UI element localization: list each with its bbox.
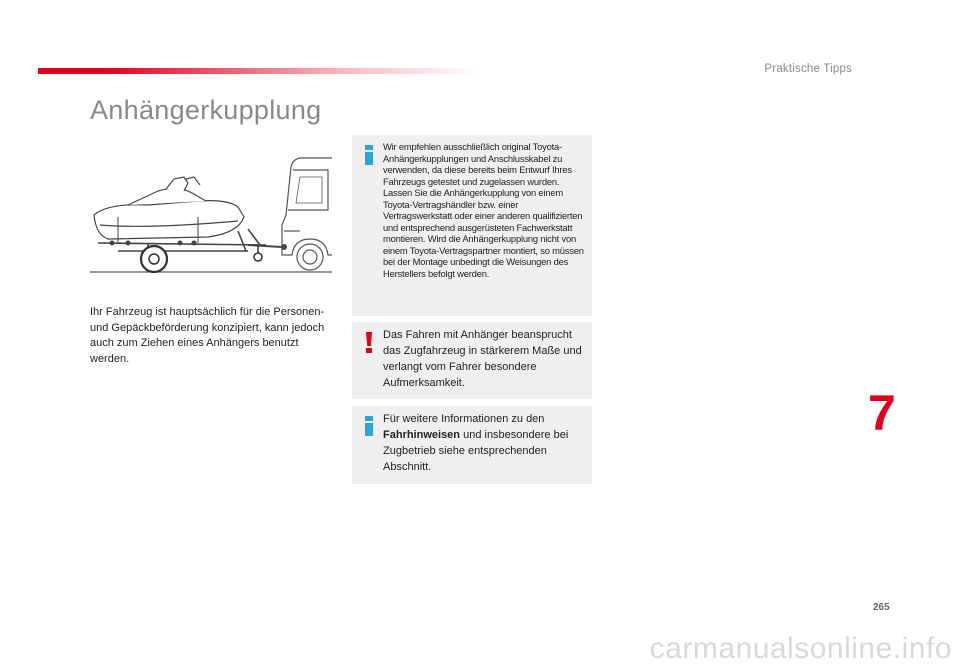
intro-text: Ihr Fahrzeug ist hauptsächlich für die Personen- und Gepäckbeförderung konzipiert, kann jedoch auch zum Ziehen eines Anhängers benutzt werden. [90, 306, 325, 365]
page-title: Anhängerkupplung [90, 95, 322, 125]
note-text-part: und insbesondere bei Zugbetrieb siehe entsprechenden Abschnitt. [383, 429, 569, 473]
chapter-number: 7 [868, 385, 896, 441]
page-number: 265 [873, 602, 890, 613]
header-accent-bar [38, 68, 478, 74]
warning-icon [362, 330, 376, 354]
note-text-bold: Fahrhinweisen [383, 429, 461, 441]
info-note-box [352, 135, 592, 316]
warning-note-box [352, 322, 592, 399]
watermark: carmanualsonline.info [649, 632, 952, 665]
section-title: Praktische Tipps [764, 63, 852, 75]
info-note-box-2 [352, 406, 592, 484]
note-text-part: Für weitere Informationen zu den [383, 413, 545, 425]
warning-note-text: Das Fahren mit Anhänger beansprucht das Zugfahrzeug in stärkerem Maße und verlangt vom Fahrer besondere Aufmerksamkeit. [383, 329, 582, 389]
info-note-text: Wir empfehlen ausschließlich original Toyota-Anhängerkupplungen und Anschlusskabel zu verwenden, da diese bereits beim Entwurf Ihres Fahrzeugs getestet und zugelassen wurden. Lassen Sie die Anhängerkupplung von einem Toyota-Vertragshändler bzw. einer Vertragswerkstatt oder einer anderen qualifizierten und entsprechend ausgerüsteten Fachwerkstatt montieren. Wird die Anhängerkupplung nicht von einem Toyota-Vertragspartner montiert, so müssen bei der Montage unbedingt die Weisungen des Herstellers befolgt werden. [383, 141, 584, 279]
towing-illustration [88, 155, 332, 275]
info-icon [362, 414, 376, 438]
info-note-text-2 [383, 411, 588, 475]
info-icon [362, 143, 376, 167]
